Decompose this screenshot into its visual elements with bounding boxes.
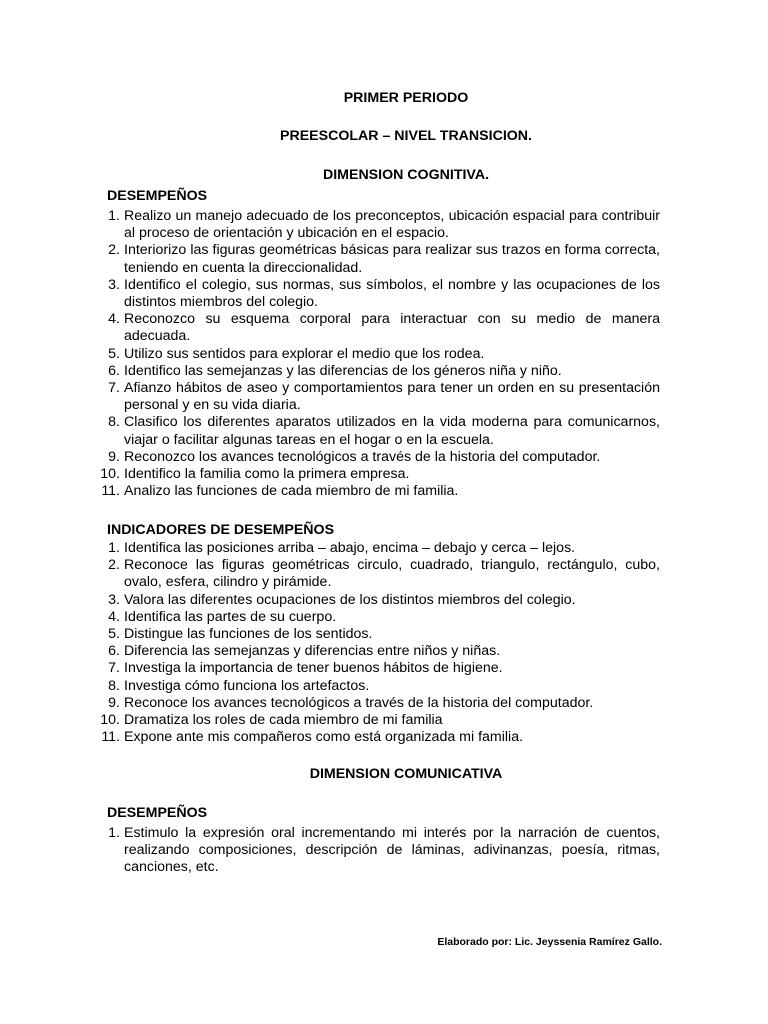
list-item — [80, 678, 660, 695]
list-item-number: 7. — [108, 660, 120, 677]
list-item-text: Diferencia las semejanzas y diferencias entre niños y niñas. — [124, 643, 501, 660]
list-item — [80, 643, 660, 660]
list-item-text: Dramatiza los roles de cada miembro de mi familia — [124, 712, 443, 729]
list-item-text: Investiga cómo funciona los artefactos. — [124, 677, 370, 694]
indicadores-list — [80, 540, 660, 746]
list-item — [80, 557, 660, 591]
list-item — [80, 729, 660, 746]
list-item-number: 2. — [108, 242, 120, 259]
list-item — [80, 825, 660, 877]
list-item — [80, 660, 660, 677]
dimension-cognitive-title: DIMENSION COGNITIVA. — [322, 167, 490, 183]
list-item-text: Distingue las funciones de los sentidos. — [124, 626, 373, 643]
author-credit: Elaborado por: Lic. Jeyssenia Ramírez Gallo. — [437, 936, 662, 948]
list-item-number: 11. — [101, 483, 120, 500]
list-item — [80, 311, 660, 345]
cognitive-desempenos-list — [80, 208, 660, 500]
list-item — [80, 540, 660, 557]
list-item-number: 9. — [108, 694, 120, 711]
list-item-text: Analizo las funciones de cada miembro de mi familia. — [124, 483, 459, 500]
list-item — [80, 277, 660, 311]
list-item — [80, 712, 660, 729]
list-item-text: Clasifico los diferentes aparatos utilizados en la vida moderna para comunicarnos, viajar o facilitar algunas tareas en el hogar o en la escuela. — [124, 414, 660, 448]
indicadores-heading: INDICADORES DE DESEMPEÑOS — [107, 522, 335, 538]
list-item — [80, 449, 660, 466]
list-item-text: Reconoce los avances tecnológicos a través de la historia del computador. — [124, 694, 594, 711]
list-item-number: 1. — [108, 208, 120, 224]
list-item — [80, 363, 660, 380]
cognitive-desempenos-heading: DESEMPEÑOS — [107, 188, 208, 204]
list-item-text: Reconozco su esquema corporal para interactuar con su medio de manera adecuada. — [124, 311, 660, 345]
communicative-desempenos-heading: DESEMPEÑOS — [107, 805, 208, 821]
list-item-text: Interiorizo las figuras geométricas básicas para realizar sus trazos en forma correcta, teniendo en cuenta la direccionalidad. — [124, 242, 660, 276]
list-item-number: 7. — [108, 380, 120, 397]
list-item — [80, 346, 660, 363]
list-item-text: Identifico las semejanzas y las diferencias de los géneros niña y niño. — [124, 362, 562, 379]
list-item-number: 8. — [108, 414, 120, 431]
list-item — [80, 695, 660, 712]
list-item-text: Investiga la importancia de tener buenos hábitos de higiene. — [124, 660, 503, 677]
list-item-text: Reconozco los avances tecnológicos a través de la historia del computador. — [124, 448, 601, 465]
list-item — [80, 592, 660, 609]
list-item-number: 11. — [101, 729, 120, 746]
list-item-text: Identifica las partes de su cuerpo. — [124, 608, 337, 625]
list-item — [80, 466, 660, 483]
dimension-communicative-title: DIMENSION COMUNICATIVA — [309, 766, 503, 782]
list-item — [80, 414, 660, 448]
list-item-number: 4. — [108, 311, 120, 328]
list-item-number: 6. — [108, 643, 120, 660]
list-item — [80, 483, 660, 500]
list-item-number: 5. — [108, 626, 120, 643]
list-item-number: 1. — [108, 825, 120, 841]
list-item-text: Expone ante mis compañeros como está organizada mi familia. — [124, 729, 524, 746]
level-title: PREESCOLAR – NIVEL TRANSICION. — [280, 128, 532, 144]
list-item — [80, 609, 660, 626]
list-item-number: 5. — [108, 345, 120, 362]
list-item-text: Estimulo la expresión oral incrementando mi interés por la narración de cuentos, realizando composiciones, descripción de láminas, adivinanzas, poesía, ritmas, canciones, etc. — [124, 825, 660, 876]
list-item — [80, 380, 660, 414]
list-item-text: Afianzo hábitos de aseo y comportamientos para tener un orden en su presentación personal y en su vida diaria. — [124, 380, 660, 414]
list-item-number: 9. — [108, 448, 120, 465]
list-item — [80, 626, 660, 643]
list-item — [80, 242, 660, 276]
list-item — [80, 208, 660, 242]
list-item-number: 1. — [108, 540, 120, 556]
list-item-number: 3. — [108, 276, 120, 293]
period-title: PRIMER PERIODO — [343, 90, 469, 106]
list-item-text: Utilizo sus sentidos para explorar el medio que los rodea. — [124, 345, 485, 362]
list-item-text: Identifica las posiciones arriba – abajo, encima – debajo y cerca – lejos. — [124, 540, 576, 556]
list-item-number: 10. — [100, 466, 120, 483]
list-item-number: 3. — [108, 591, 120, 608]
list-item-number: 8. — [108, 677, 120, 694]
list-item-number: 4. — [108, 608, 120, 625]
list-item-text: Valora las diferentes ocupaciones de los distintos miembros del colegio. — [124, 591, 576, 608]
list-item-number: 2. — [108, 557, 120, 574]
list-item-number: 6. — [108, 362, 120, 379]
list-item-number: 10. — [100, 712, 120, 729]
list-item-text: Identifico la familia como la primera empresa. — [124, 466, 410, 483]
list-item-text: Reconoce las figuras geométricas circulo, cuadrado, triangulo, rectángulo, cubo, ovalo, esfera, cilindro y pirámide. — [124, 557, 660, 591]
communicative-desempenos-list — [80, 825, 660, 877]
list-item-text: Realizo un manejo adecuado de los preconceptos, ubicación espacial para contribuir al proceso de orientación y ubicación en el espacio. — [124, 208, 660, 242]
list-item-text: Identifico el colegio, sus normas, sus símbolos, el nombre y las ocupaciones de los distintos miembros del colegio. — [124, 276, 660, 311]
